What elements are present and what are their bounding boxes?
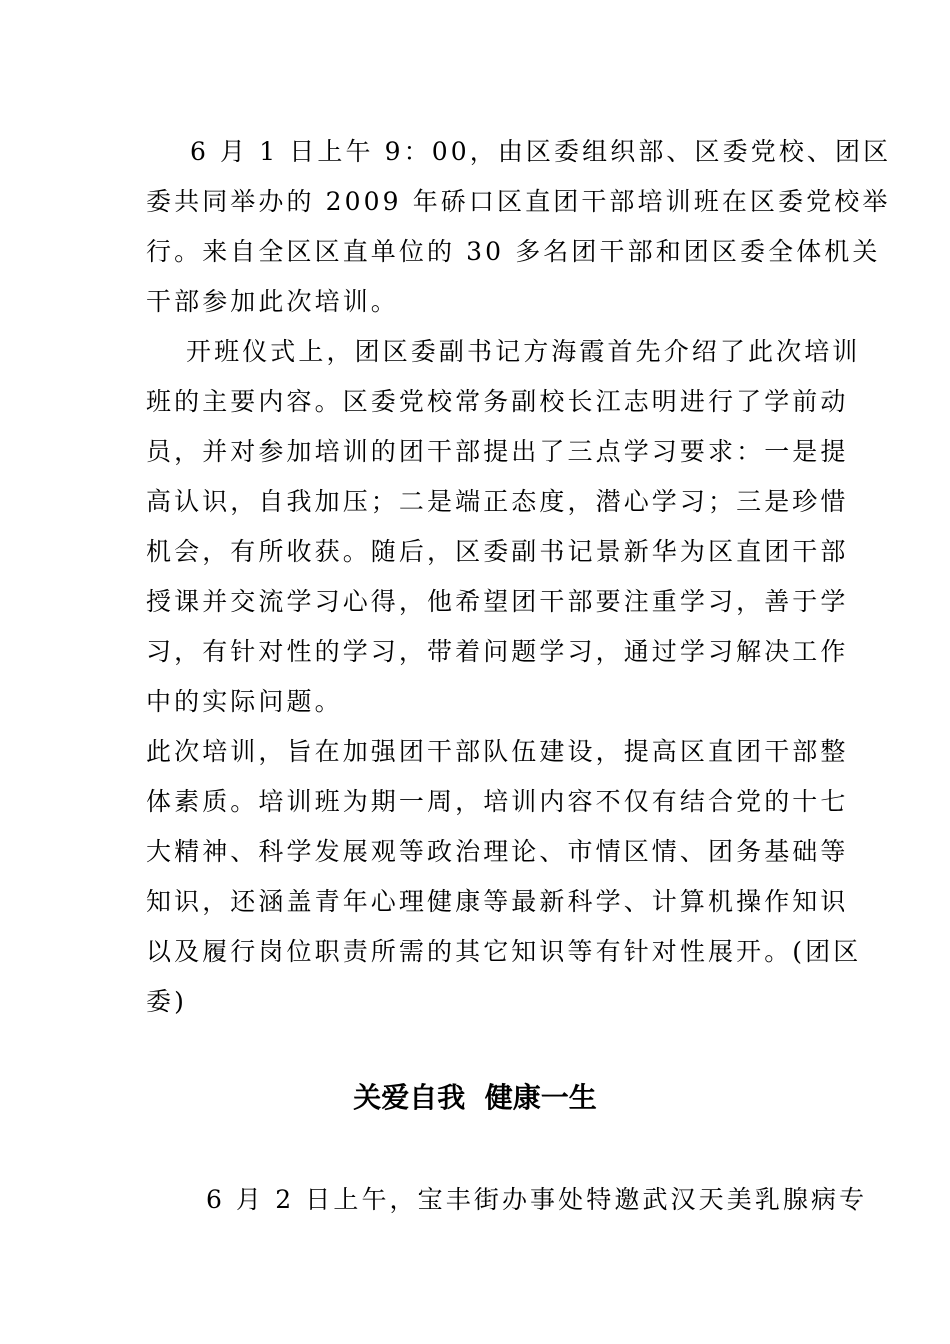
article1-p1-line-4: 干部参加此次培训。 [146, 287, 399, 316]
article1-p3-line-4: 知识，还涵盖青年心理健康等最新科学、计算机操作知识 [146, 887, 849, 916]
article1-p1-line-3: 行。来自全区区直单位的 30 多名团干部和团区委全体机关 [146, 237, 881, 266]
article1-p2-line-4: 高认识，自我加压；二是端正态度，潜心学习；三是珍惜 [146, 487, 849, 516]
article2-p1-line-1: 6 月 2 日上午，宝丰街办事处特邀武汉天美乳腺病专 [206, 1185, 868, 1214]
article1-p2-line-6: 授课并交流学习心得，他希望团干部要注重学习，善于学 [146, 587, 849, 616]
article2-title: 关爱自我 健康一生 [353, 1081, 597, 1114]
article1-p3-line-6: 委) [146, 987, 187, 1016]
article1-p2-line-5: 机会，有所收获。随后，区委副书记景新华为区直团干部 [146, 537, 849, 566]
article1-p2-line-3: 员，并对参加培训的团干部提出了三点学习要求：一是提 [146, 437, 849, 466]
article1-p1-line-1: 6 月 1 日上午 9：00，由区委组织部、区委党校、团区 [190, 137, 892, 166]
article1-p3-line-1: 此次培训，旨在加强团干部队伍建设，提高区直团干部整 [146, 737, 849, 766]
article1-p3-line-2: 体素质。培训班为期一周，培训内容不仅有结合党的十七 [146, 787, 849, 816]
article1-p2-line-7: 习，有针对性的学习，带着问题学习，通过学习解决工作 [146, 637, 849, 666]
article1-p1-line-2: 委共同举办的 2009 年硚口区直团干部培训班在区委党校举 [146, 187, 891, 216]
article1-p3-line-5: 以及履行岗位职责所需的其它知识等有针对性展开。(团区 [146, 937, 862, 966]
article1-p2-line-2: 班的主要内容。区委党校常务副校长江志明进行了学前动 [146, 387, 849, 416]
article1-p3-line-3: 大精神、科学发展观等政治理论、市情区情、团务基础等 [146, 837, 849, 866]
article1-p2-line-8: 中的实际问题。 [146, 687, 343, 716]
article1-p2-line-1: 开班仪式上，团区委副书记方海霞首先介绍了此次培训 [186, 337, 861, 366]
